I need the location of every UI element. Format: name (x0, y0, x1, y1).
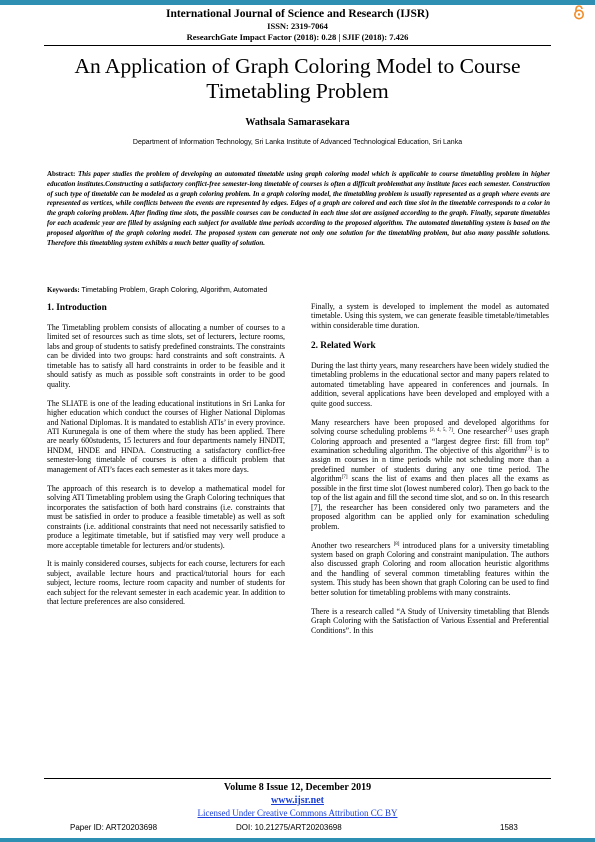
page-number: 1583 (500, 823, 518, 832)
keywords-label: Keywords: (47, 286, 80, 294)
citation: [7] (341, 475, 348, 481)
license-link[interactable]: Licensed Under Creative Commons Attribution CC BY (197, 808, 398, 818)
text-run: scans the list of exams and then places all the exams as possible in the first time slot (lowest numbered color). Then go back to the top of the list again and fill the second time slot, and so on. In this research [7], the researcher has been considered only two parameters and the proposed algorithm can be applied only for examination scheduling problem. (311, 474, 549, 531)
footer-divider (44, 778, 551, 779)
impact-factor: ResearchGate Impact Factor (2018): 0.28 | SJIF (2018): 7.426 (186, 32, 409, 42)
abstract-label: Abstract: (47, 170, 76, 178)
citation: [2, 4, 5, 7] (429, 428, 453, 434)
text-run: Another two researchers (311, 540, 391, 550)
paragraph: Finally, a system is developed to implement the model as automated timetable. Using this system, we can generate feasible timetable/timetables within considerable time duration. (311, 302, 549, 330)
citation: [7] (505, 428, 512, 434)
paragraph: The approach of this research is to develop a mathematical model for solving ATI Timetabling problem using the Graph Coloring techniques that incorporates the satisfaction of both hard constrains (i.e. constraints that must be satisfied in order to produce a feasible timetable) as well as soft constraints (i.e. additional constraints that need not necessarily satisfied to produce a legitimate timetable, but if satisfied may very well produce a more acceptable timetable for lecturers and/or students). (47, 483, 285, 550)
abstract (47, 170, 550, 248)
citation: [7] (526, 446, 532, 452)
keywords (47, 286, 550, 295)
author-affiliation: Department of Information Technology, Sri Lanka Institute of Advanced Technological Education, Sri Lanka (132, 139, 463, 146)
doi: DOI: 10.21275/ART20203698 (236, 823, 342, 832)
paragraph: The Timetabling problem consists of allocating a number of courses to a limited set of resources such as time slots, set of lecturers, lecture rooms, labs and group of students to satisfy predefined constraints. The constraints can be divided into two groups: hard constraints and soft constraints. A timetable has to satisfy all hard constraints in order to be feasible and it should satisfy as much as possible soft constraints in order to be good quality. (47, 323, 285, 389)
citation: [8] (393, 541, 400, 547)
issn: ISSN: 2319-7064 (267, 21, 328, 31)
text-run: . One researcher (452, 427, 506, 437)
journal-name: International Journal of Science and Research (IJSR) (165, 8, 429, 20)
paragraph (311, 418, 549, 531)
section-heading-introduction: 1. Introduction (47, 303, 107, 313)
abstract-text: This paper studies the problem of developing an automated timetable using graph coloring model which is applicable to course timetabling problem in higher education institutes.Constructing a satisfactory conflict-free semester-long timetable of courses is often a difficult problemthat any institute faces each semester. Construction of such type of timetable can be modeled as a graph coloring problem. In a graph coloring model, the timetabling problem is usually represented as a graph where events are represented as vertices, while conflicts between the events are represented by edges. Edges of a graph are colored and each time slot in the timetable corresponds to a color in the graph coloring problem. After finding time slots, the possible courses can be conducted in each time slot are assigned according to the graph. Finally, separate timetables for each academic year are filled by assigning each subject for available time periods according to the proposed algorithm. The automated timetabling system is based on the proposed algorithm of the graph coloring model. The proposed system can generate not only one solution for the timetabling problem, but also many possible solutions. Therefore this timetabling system exhibits a much better quality of solution. (47, 170, 551, 247)
top-accent-bar (0, 0, 595, 5)
section-heading-related-work: 2. Related Work (311, 340, 376, 351)
paper-title: An Application of Graph Coloring Model to Course Timetabling Problem (74, 54, 521, 103)
header-divider (44, 45, 551, 46)
journal-website-link[interactable]: www.ijsr.net (271, 795, 324, 806)
bottom-accent-bar (0, 838, 595, 842)
paragraph: The SLIATE is one of the leading educational institutions in Sri Lanka for higher education which conduct the courses of Higher National Diplomas and National Diplomas. It is mandated to establish ATIs’ in every province. ATI Kurunegala is one of them where the study has been applied. There are nearly 600students, 15 lecturers and four departments namely HNDIT, HNDM, HNDE and HNDA. Constructing a satisfactory conflict-free semester-long timetable of courses is often a difficult problem that management of ATI’s faces each semester as it takes more days. (47, 398, 285, 474)
paragraph (311, 541, 549, 598)
volume-issue: Volume 8 Issue 12, December 2019 (223, 782, 372, 793)
right-column (311, 302, 549, 645)
author-name: Wathsala Samarasekara (245, 117, 350, 128)
text-run: is to assign m courses in n time periods while not scheduling more than a predefined number of students during any one time period. The algorithm (311, 445, 549, 484)
text-run: uses graph Coloring approach and presented a “largest degree first: fill from top” examination scheduling algorithm. The objective of this algorithm (311, 427, 549, 455)
paragraph: During the last thirty years, many researchers have been widely studied the timetabling problems in the educational sector and many papers related to automated timetabling have appeared in conferences and journals. In addition, several applications have been developed and employed with a quite good success. (311, 360, 549, 408)
paragraph: There is a research called “A Study of University timetabling that Blends Graph Coloring with the Satisfaction of Various Essential and Preferential Conditions”. In this (311, 606, 549, 635)
left-column (47, 302, 285, 616)
text-run: Many researchers have been proposed and developed algorithms for solving course scheduling problems (311, 417, 549, 437)
paper-id: Paper ID: ART20203698 (70, 823, 158, 832)
text-run: introduced plans for a university timetabling system based on graph Coloring and constraint manipulation. The authors also discussed graph Coloring and room allocation heuristic algorithms and the handling of several common timetabling features within the system. This study has been shown that graph Coloring can be used to find better solution for timetabling problems with many constraints. (311, 540, 549, 597)
keywords-text: Timetabling Problem, Graph Coloring, Algorithm, Automated (81, 287, 268, 294)
paragraph: It is mainly considered courses, subjects for each course, lecturers for each subject, available lecture hours and practical/tutorial hours for each subject, lecture rooms, lecture room capacity and number of students for each subject for the relevant semester in each academic year. In addition to that lecture preferences are also considered. (47, 559, 285, 607)
